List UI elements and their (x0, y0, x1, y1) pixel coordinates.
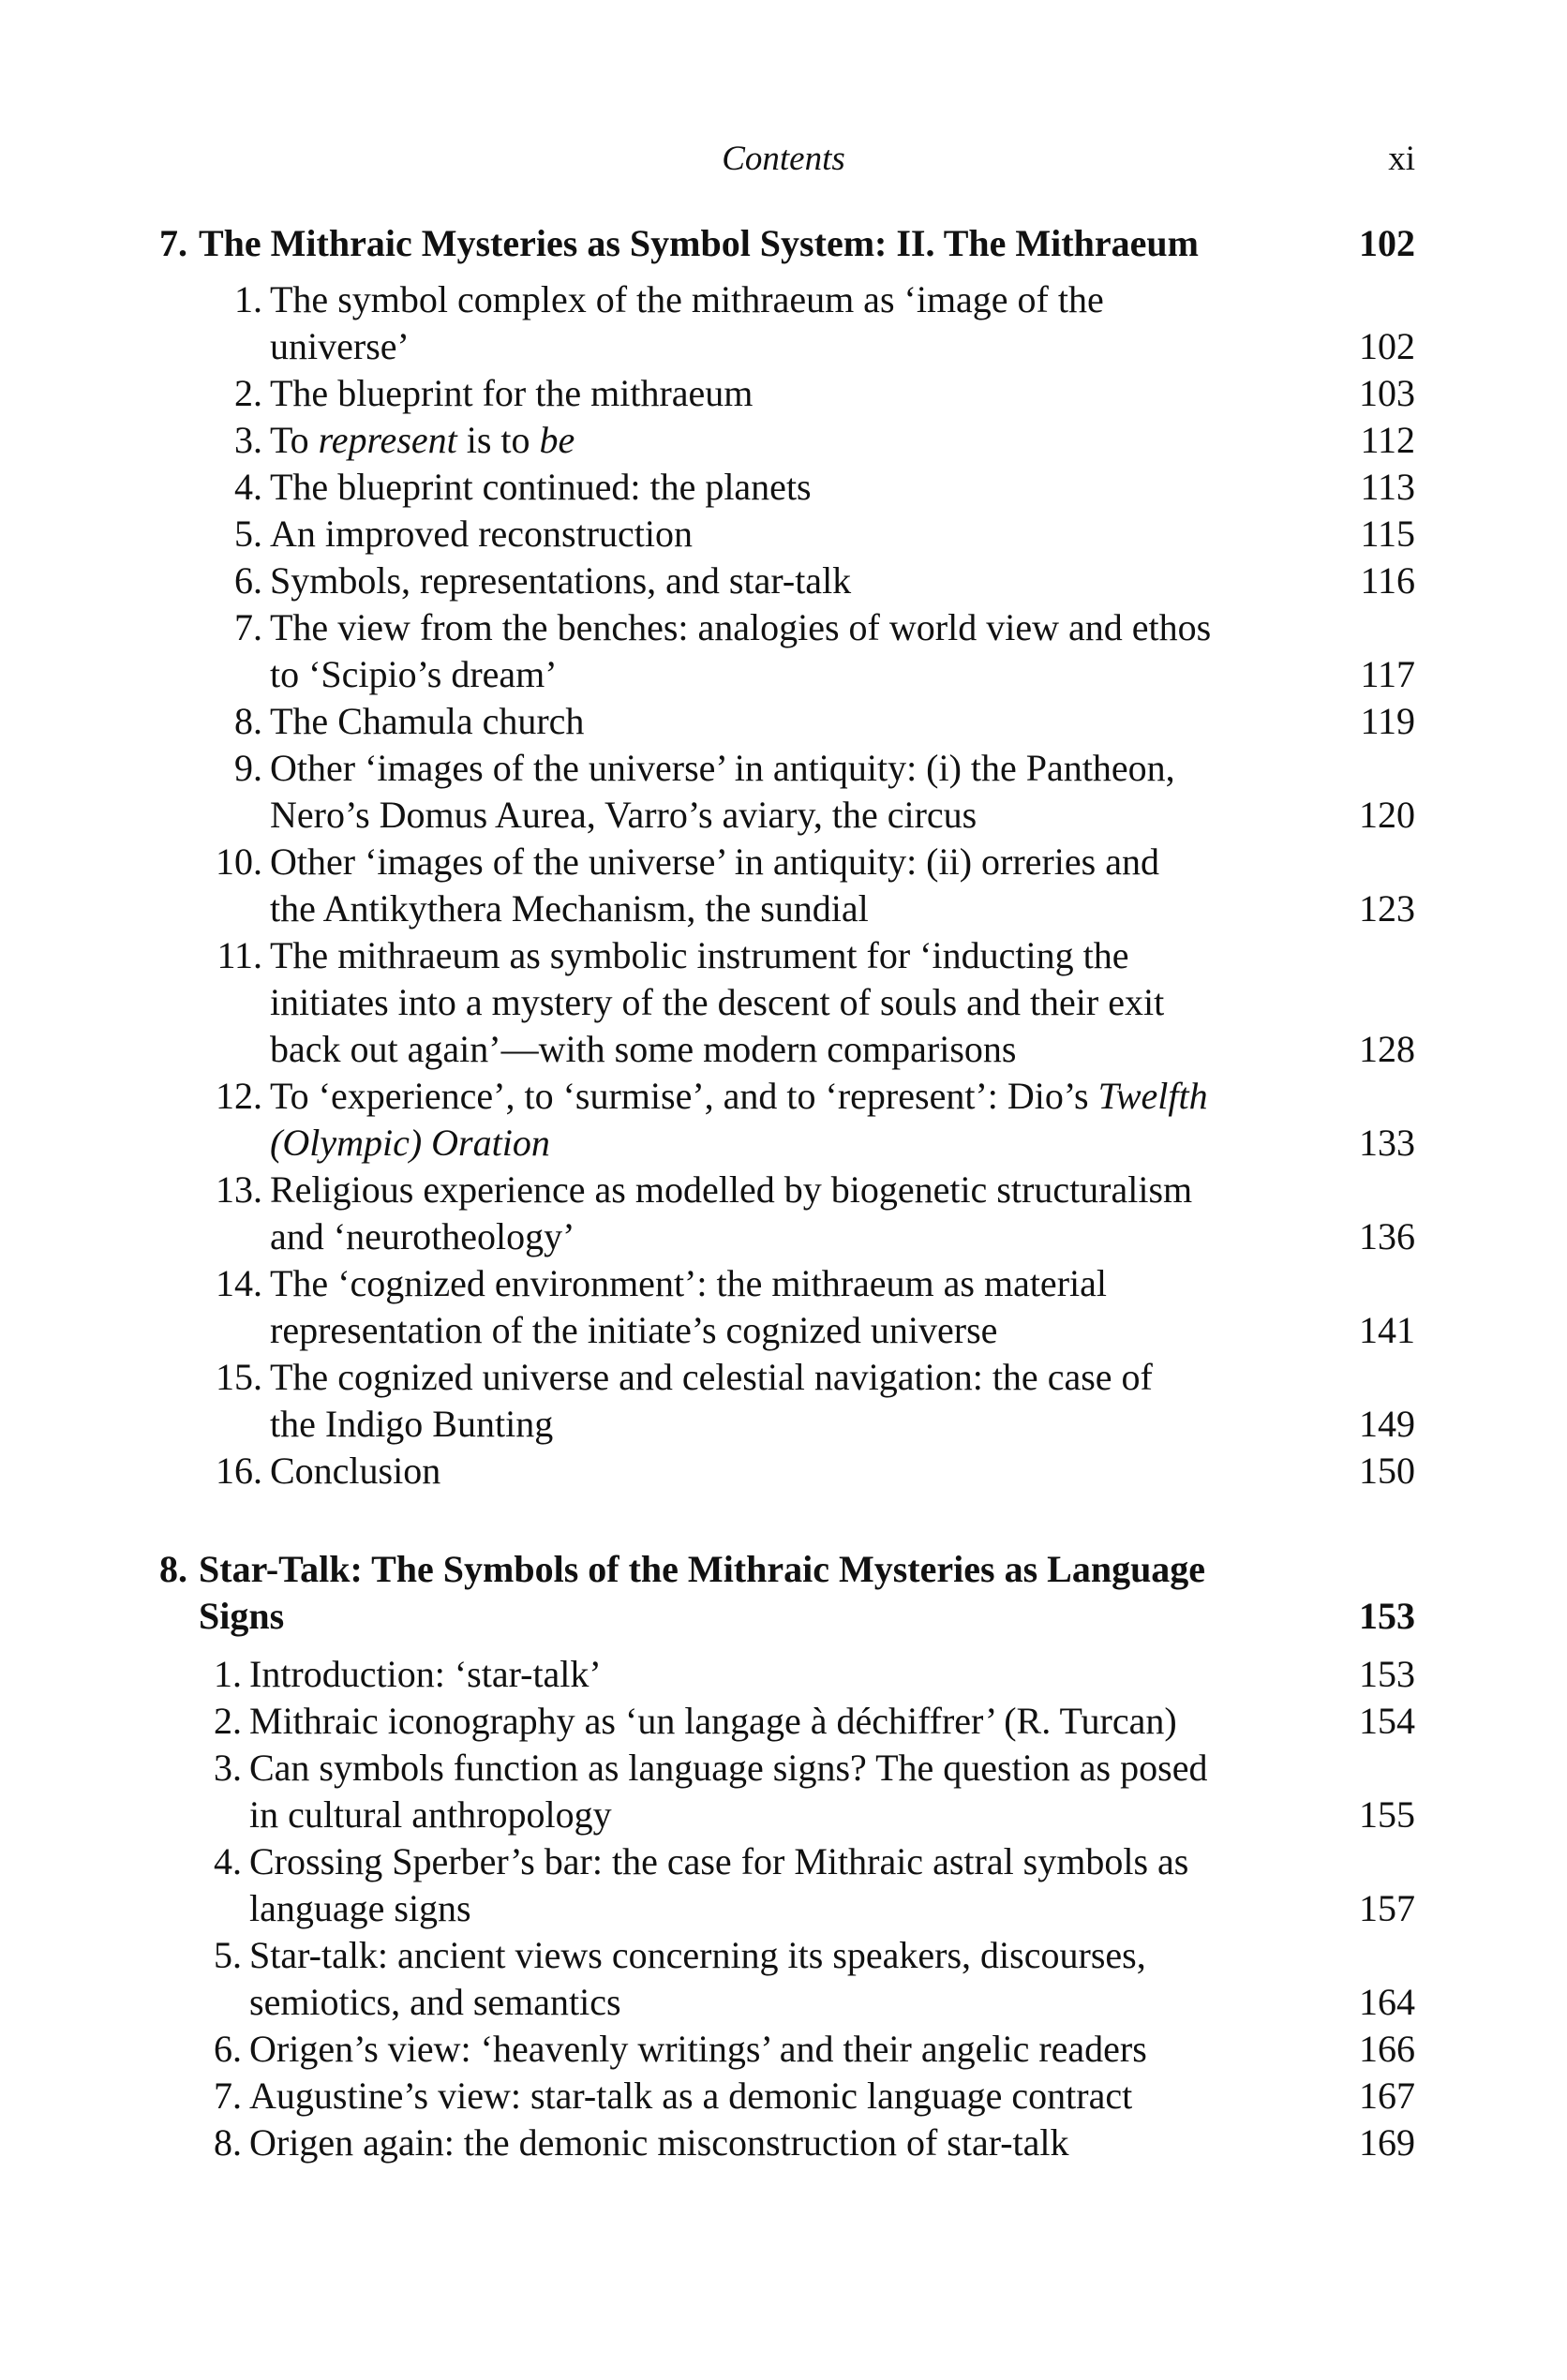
toc-entry-7-2[interactable] (0, 370, 1567, 417)
entry-number: 5. (234, 513, 262, 555)
entry-page: 128 (1359, 1028, 1415, 1070)
entry-text: The ‘cognized environment’: the mithraeum as material (270, 1262, 1107, 1304)
entry-text (270, 1073, 1208, 1120)
entry-number: 9. (234, 747, 262, 789)
toc-entry-7-11-cont[interactable] (0, 979, 1567, 1026)
entry-text: Introduction: ‘star-talk’ (249, 1653, 602, 1695)
entry-number: 16. (216, 1450, 262, 1492)
toc-entry-8-3-cont[interactable] (0, 1792, 1567, 1838)
toc-entry-8-4-cont[interactable] (0, 1885, 1567, 1932)
toc-entry-8-4[interactable] (0, 1838, 1567, 1885)
entry-page: 136 (1359, 1215, 1415, 1257)
toc-entry-7-15-cont[interactable] (0, 1401, 1567, 1448)
chapter-page: 102 (1359, 222, 1415, 264)
entry-text: Religious experience as modelled by biogenetic structuralism (270, 1168, 1193, 1211)
toc-entry-8-1[interactable] (0, 1651, 1567, 1698)
entry-text (270, 417, 575, 464)
chapter-page: 153 (1359, 1595, 1415, 1637)
running-title: Contents (722, 140, 845, 178)
entry-text-plain: To ‘experience’, to ‘surmise’, and to ‘represent’: Dio’s (270, 1075, 1098, 1117)
entry-text: in cultural anthropology (249, 1793, 612, 1836)
entry-number: 10. (216, 840, 262, 883)
entry-text: The cognized universe and celestial navigation: the case of (270, 1356, 1153, 1398)
toc-entry-8-5-cont[interactable] (0, 1979, 1567, 2026)
entry-page: 154 (1359, 1700, 1415, 1742)
entry-page: 166 (1359, 2028, 1415, 2070)
toc-entry-7-15[interactable] (0, 1354, 1567, 1401)
entry-text: The blueprint continued: the planets (270, 466, 812, 508)
entry-page: 102 (1359, 325, 1415, 367)
toc-entry-8-7[interactable] (0, 2073, 1567, 2120)
entry-text: Nero’s Domus Aurea, Varro’s aviary, the circus (270, 794, 978, 836)
toc-entry-7-7[interactable] (0, 604, 1567, 651)
italic-twelfth: Twelfth (1097, 1075, 1208, 1117)
entry-page: 112 (1360, 419, 1415, 461)
entry-text: Other ‘images of the universe’ in antiquity: (i) the Pantheon, (270, 747, 1175, 789)
entry-text: back out again’—with some modern comparisons (270, 1028, 1017, 1070)
toc-entry-7-3[interactable] (0, 417, 1567, 464)
toc-entry-8-2[interactable] (0, 1698, 1567, 1745)
entry-page: 150 (1359, 1450, 1415, 1492)
toc-entry-8-6[interactable] (0, 2026, 1567, 2073)
entry-text: initiates into a mystery of the descent of souls and their exit (270, 981, 1165, 1023)
entry-number: 8. (234, 700, 262, 742)
entry-page: 149 (1359, 1403, 1415, 1445)
entry-text: universe’ (270, 325, 410, 367)
entry-text: Origen again: the demonic misconstruction of star-talk (249, 2121, 1069, 2164)
toc-entry-7-5[interactable] (0, 511, 1567, 558)
entry-number: 12. (216, 1075, 262, 1117)
chapter-7-heading[interactable] (0, 220, 1567, 267)
entry-text: Symbols, representations, and star-talk (270, 559, 852, 602)
entry-text: language signs (249, 1887, 471, 1929)
entry-text: An improved reconstruction (270, 513, 693, 555)
toc-entry-7-4[interactable] (0, 464, 1567, 511)
entry-text: semiotics, and semantics (249, 1981, 621, 2023)
entry-text: Conclusion (270, 1450, 441, 1492)
chapter-8-heading[interactable] (0, 1546, 1567, 1593)
chapter-number: 7. (159, 222, 187, 264)
toc-entry-8-3[interactable] (0, 1745, 1567, 1792)
italic-represent: represent (318, 419, 457, 461)
entry-number: 15. (216, 1356, 262, 1398)
italic-be: be (539, 419, 575, 461)
entry-number: 3. (214, 1747, 242, 1789)
running-header (0, 139, 1567, 186)
toc-entry-7-13-cont[interactable] (0, 1213, 1567, 1260)
toc-entry-7-10-cont[interactable] (0, 885, 1567, 932)
entry-text: The blueprint for the mithraeum (270, 372, 754, 414)
entry-page: 133 (1359, 1122, 1415, 1164)
entry-page: 123 (1359, 887, 1415, 930)
entry-number: 2. (214, 1700, 242, 1742)
entry-text (270, 1120, 550, 1167)
toc-entry-7-1[interactable] (0, 276, 1567, 323)
entry-page: 115 (1360, 513, 1415, 555)
chapter-title: Signs (199, 1595, 285, 1637)
entry-page: 103 (1359, 372, 1415, 414)
entry-text: and ‘neurotheology’ (270, 1215, 575, 1257)
entry-number: 11. (216, 934, 262, 976)
chapter-8-heading-cont[interactable] (0, 1593, 1567, 1640)
chapter-title: Star-Talk: The Symbols of the Mithraic Mysteries as Language (199, 1548, 1206, 1590)
chapter-title: The Mithraic Mysteries as Symbol System: II. The Mithraeum (199, 222, 1199, 264)
word-to: To (270, 419, 319, 461)
toc-entry-7-11[interactable] (0, 932, 1567, 979)
page-number: xi (1388, 140, 1415, 178)
toc-entry-7-9-cont[interactable] (0, 792, 1567, 839)
entry-number: 1. (214, 1653, 242, 1695)
entry-text: to ‘Scipio’s dream’ (270, 653, 558, 695)
entry-page: 169 (1359, 2121, 1415, 2164)
entry-page: 141 (1359, 1309, 1415, 1351)
italic-olympic-oration: (Olympic) Oration (270, 1122, 550, 1164)
toc-entry-7-7-cont[interactable] (0, 651, 1567, 698)
entry-number: 5. (214, 1934, 242, 1976)
entry-page: 167 (1359, 2075, 1415, 2117)
entry-number: 3. (234, 419, 262, 461)
entry-text: The view from the benches: analogies of world view and ethos (270, 606, 1212, 648)
entry-number: 6. (234, 559, 262, 602)
entry-page: 153 (1359, 1653, 1415, 1695)
entry-number: 4. (234, 466, 262, 508)
entry-text: Can symbols function as language signs? The question as posed (249, 1747, 1208, 1789)
toc-entry-7-16[interactable] (0, 1448, 1567, 1495)
entry-page: 117 (1360, 653, 1415, 695)
entry-text: The mithraeum as symbolic instrument for ‘inducting the (270, 934, 1129, 976)
toc-entry-7-6[interactable] (0, 558, 1567, 604)
toc-entry-7-14-cont[interactable] (0, 1307, 1567, 1354)
toc-entry-7-12[interactable] (0, 1073, 1567, 1120)
entry-number: 13. (216, 1168, 262, 1211)
entry-page: 119 (1360, 700, 1415, 742)
entry-text: Augustine’s view: star-talk as a demonic language contract (249, 2075, 1133, 2117)
entry-text: The Chamula church (270, 700, 585, 742)
toc-entry-7-8[interactable] (0, 698, 1567, 745)
entry-page: 155 (1359, 1793, 1415, 1836)
toc-entry-7-12-cont[interactable] (0, 1120, 1567, 1167)
toc-entry-7-1-cont[interactable] (0, 323, 1567, 370)
entry-number: 7. (214, 2075, 242, 2117)
entry-number: 2. (234, 372, 262, 414)
entry-page: 116 (1360, 559, 1415, 602)
entry-text: Other ‘images of the universe’ in antiquity: (ii) orreries and (270, 840, 1159, 883)
entry-number: 14. (216, 1262, 262, 1304)
entry-page: 113 (1360, 466, 1415, 508)
toc-entry-7-10[interactable] (0, 839, 1567, 885)
entry-text: Crossing Sperber’s bar: the case for Mithraic astral symbols as (249, 1840, 1189, 1882)
toc-entry-8-5[interactable] (0, 1932, 1567, 1979)
entry-page: 157 (1359, 1887, 1415, 1929)
toc-entry-7-14[interactable] (0, 1260, 1567, 1307)
entry-text: the Indigo Bunting (270, 1403, 554, 1445)
toc-entry-7-13[interactable] (0, 1167, 1567, 1213)
entry-number: 4. (214, 1840, 242, 1882)
entry-text: Star-talk: ancient views concerning its speakers, discourses, (249, 1934, 1146, 1976)
toc-entry-8-8[interactable] (0, 2120, 1567, 2166)
entry-page: 120 (1359, 794, 1415, 836)
entry-text: Origen’s view: ‘heavenly writings’ and their angelic readers (249, 2028, 1147, 2070)
toc-entry-7-9[interactable] (0, 745, 1567, 792)
toc-entry-7-11-cont2[interactable] (0, 1026, 1567, 1073)
entry-text: the Antikythera Mechanism, the sundial (270, 887, 869, 930)
word-is-to: is to (456, 419, 540, 461)
entry-number: 1. (234, 278, 262, 320)
chapter-number: 8. (159, 1548, 187, 1590)
entry-number: 7. (234, 606, 262, 648)
entry-number: 6. (214, 2028, 242, 2070)
entry-text: The symbol complex of the mithraeum as ‘image of the (270, 278, 1104, 320)
entry-text: representation of the initiate’s cognized universe (270, 1309, 998, 1351)
entry-page: 164 (1359, 1981, 1415, 2023)
entry-number: 8. (214, 2121, 242, 2164)
entry-text: Mithraic iconography as ‘un langage à déchiffrer’ (R. Turcan) (249, 1700, 1177, 1742)
